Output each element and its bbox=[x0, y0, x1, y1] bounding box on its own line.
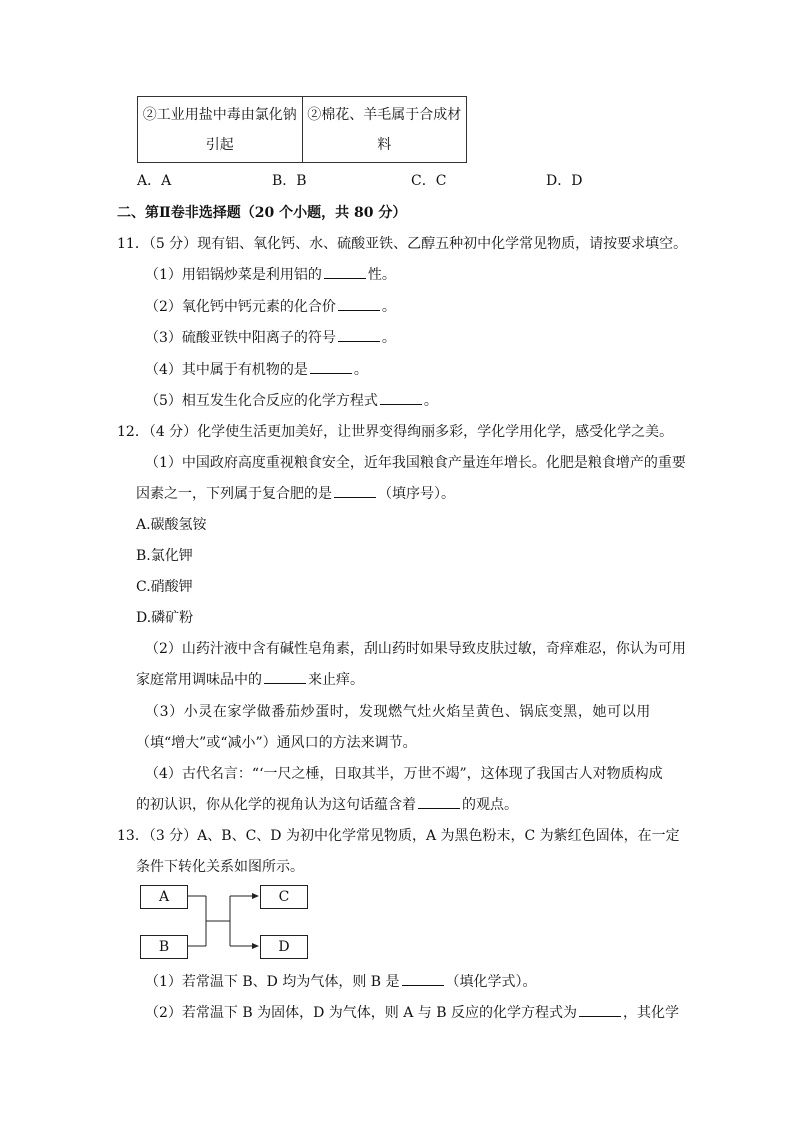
table-cell-right bbox=[302, 97, 467, 162]
question-12-part-1-line1: （1）中国政府高度重视粮食安全，近年我国粮食产量连年增长。化肥是粮食增产的重要 bbox=[145, 455, 686, 471]
answer-blank[interactable] bbox=[264, 671, 306, 684]
question-12-stem: 12．（4 分）化学使生活更加美好，让世界变得绚丽多彩，学化学用化学，感受化学之美。 bbox=[117, 424, 674, 440]
choice-d: D.磷矿粉 bbox=[136, 610, 194, 626]
diagram-box-a: A bbox=[140, 885, 188, 909]
table-cell-text: ②棉花、羊毛属于合成材 bbox=[307, 106, 462, 123]
question-12-part-3-line2: （填“增大”或“减小”）通风口的方法来调节。 bbox=[136, 735, 417, 751]
answer-blank[interactable] bbox=[338, 298, 380, 311]
table-cell-text: 引起 bbox=[205, 136, 234, 153]
part-text: 家庭常用调味品中的 bbox=[136, 672, 262, 688]
question-11-part-3 bbox=[145, 327, 396, 347]
question-12-part-2-line2 bbox=[136, 669, 364, 689]
conversion-diagram bbox=[140, 884, 315, 960]
part-text: （2）氧化钙中钙元素的化合价 bbox=[145, 299, 336, 315]
part-text: （3）硫酸亚铁中阳离子的符号 bbox=[145, 330, 336, 346]
table-cell-text: ②工业用盐中毒由氯化钠 bbox=[142, 106, 297, 123]
answer-blank[interactable] bbox=[380, 392, 422, 405]
part-text: 。 bbox=[423, 393, 438, 409]
part-text: 因素之一，下列属于复合肥的是 bbox=[136, 486, 332, 502]
part-text: （1）若常温下 B、D 均为气体，则 B 是 bbox=[145, 974, 400, 990]
diagram-box-b: B bbox=[140, 935, 188, 959]
table-cell-left bbox=[138, 97, 302, 162]
part-text: 。 bbox=[353, 362, 368, 378]
part-text: 性。 bbox=[367, 267, 396, 283]
choice-c: C.硝酸钾 bbox=[136, 579, 193, 595]
section-title: 二、第Ⅱ卷非选择题（20 个小题，共 80 分） bbox=[117, 205, 407, 221]
answer-blank[interactable] bbox=[324, 266, 366, 279]
option-c[interactable]: C．C bbox=[411, 173, 447, 189]
answer-blank[interactable] bbox=[579, 1004, 621, 1017]
question-11-part-4 bbox=[145, 359, 368, 379]
question-12-part-3-line1: （3）小灵在家学做番茄炒蛋时，发现燃气灶火焰呈黄色、锅底变黑，她可以用 bbox=[145, 704, 651, 720]
answer-blank[interactable] bbox=[310, 361, 352, 374]
part-text: （4）其中属于有机物的是 bbox=[145, 362, 308, 378]
part-text: 的初认识，你从化学的视角认为这句话蕴含着 bbox=[136, 797, 416, 813]
answer-blank[interactable] bbox=[418, 796, 460, 809]
part-text: （2）若常温下 B 为固体，D 为气体，则 A 与 B 反应的化学方程式为 bbox=[145, 1005, 577, 1021]
question-11-stem: 11．（5 分）现有铝、氧化钙、水、硫酸亚铁、乙醇五种初中化学常见物质，请按要求填空。 bbox=[117, 236, 688, 252]
part-text: （填序号）。 bbox=[378, 486, 455, 502]
question-11-part-5 bbox=[145, 390, 438, 410]
option-a[interactable]: A．A bbox=[137, 173, 172, 189]
question-13-part-2 bbox=[145, 1002, 679, 1022]
question-13-stem-line1: 13．（3 分）A、B、C、D 为初中化学常见物质，A 为黑色粉末，C 为紫红色固体，在一定 bbox=[117, 828, 680, 844]
choice-b: B.氯化钾 bbox=[136, 548, 193, 564]
table-cell-text: 料 bbox=[377, 136, 392, 153]
question-11-part-2 bbox=[145, 296, 396, 316]
part-text: （5）相互发生化合反应的化学方程式 bbox=[145, 393, 378, 409]
part-text: 。 bbox=[381, 330, 396, 346]
question-12-part-4-line1: （4）古代名言：“‘一尺之棰，日取其半，万世不竭”，这体现了我国古人对物质构成 bbox=[145, 766, 663, 782]
question-11-part-1 bbox=[145, 264, 396, 284]
question-13-part-1 bbox=[145, 971, 537, 991]
option-b[interactable]: B．B bbox=[272, 173, 307, 189]
choice-a: A.碳酸氢铵 bbox=[136, 517, 207, 533]
question-13-stem-line2: 条件下转化关系如图所示。 bbox=[136, 859, 304, 875]
diagram-box-c: C bbox=[260, 885, 308, 909]
part-text: （填化学式）。 bbox=[445, 974, 537, 990]
part-text: 。 bbox=[381, 299, 396, 315]
answer-blank[interactable] bbox=[334, 485, 376, 498]
question-12-part-1-line2 bbox=[136, 483, 455, 503]
diagram-box-d: D bbox=[260, 935, 308, 959]
part-text: 的观点。 bbox=[462, 797, 518, 813]
option-d[interactable]: D．D bbox=[546, 173, 583, 189]
answer-blank[interactable] bbox=[338, 329, 380, 342]
answer-table bbox=[137, 96, 467, 163]
question-12-part-2-line1: （2）山药汁液中含有碱性皂角素，刮山药时如果导致皮肤过敏，奇痒难忍，你认为可用 bbox=[145, 641, 686, 657]
question-12-part-4-line2 bbox=[136, 794, 518, 814]
part-text: ，其化学 bbox=[622, 1005, 679, 1021]
answer-blank[interactable] bbox=[402, 973, 444, 986]
part-text: （1）用铝锅炒菜是利用铝的 bbox=[145, 267, 322, 283]
part-text: 来止痒。 bbox=[308, 672, 364, 688]
